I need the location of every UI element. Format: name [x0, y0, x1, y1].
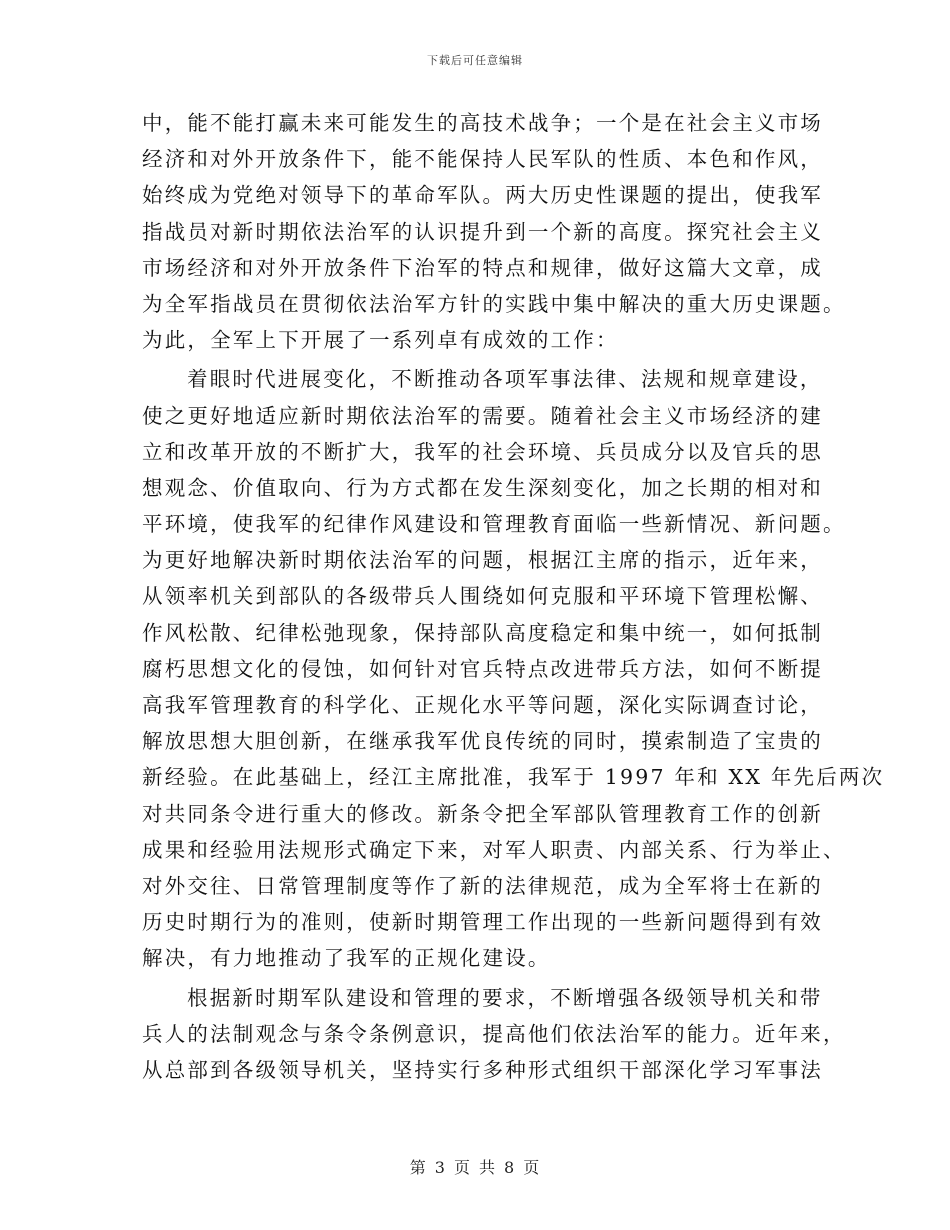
text-line: 腐朽思想文化的侵蚀，如何针对官兵特点改进带兵方法，如何不断提	[142, 656, 823, 681]
text-line: 兵人的法制观念与条令条例意识，提高他们依法治军的能力。近年来，	[142, 1021, 846, 1046]
text-line: 想观念、价值取向、行为方式都在发生深刻变化，加之长期的相对和	[142, 475, 823, 500]
text-line: 始终成为党绝对领导下的革命军队。两大历史性课题的提出，使我军	[142, 183, 823, 208]
page-header: 下载后可任意编辑	[427, 54, 523, 67]
text-line: 根据新时期军队建设和管理的要求，不断增强各级领导机关和带	[187, 985, 823, 1010]
footer-total-label: 共	[479, 1158, 497, 1177]
text-line: 对共同条令进行重大的修改。新条令把全军部队管理教育工作的创新	[142, 801, 823, 826]
text-line: 从领率机关到部队的各级带兵人围绕如何克服和平环境下管理松懈、	[142, 584, 823, 609]
footer-prefix: 第	[409, 1158, 427, 1177]
text-line: 市场经济和对外开放条件下治军的特点和规律，做好这篇大文章，成	[142, 255, 823, 280]
text-line: 为更好地解决新时期依法治军的问题，根据江主席的指示，近年来，	[142, 548, 823, 573]
text-line: 对外交往、日常管理制度等作了新的法律规范，成为全军将士在新的	[142, 873, 823, 898]
total-page-number: 8	[504, 1158, 516, 1177]
text-line: 从总部到各级领导机关，坚持实行多种形式组织干部深化学习军事法	[142, 1057, 823, 1082]
paragraph-3	[142, 980, 846, 1089]
text-line: 中，能不能打赢未来可能发生的高技术战争；一个是在社会主义市场	[142, 111, 823, 135]
text-line: 成果和经验用法规形式确定下来，对军人职责、内部关系、行为举止、	[142, 837, 846, 862]
text-line: 为此，全军上下开展了一系列卓有成效的工作：	[142, 328, 619, 353]
text-line: 立和改革开放的不断扩大，我军的社会环境、兵员成分以及官兵的思	[142, 439, 823, 464]
page-footer	[0, 1155, 950, 1178]
footer-suffix: 页	[523, 1158, 541, 1177]
text-line: 平环境，使我军的纪律作风建设和管理教育面临一些新情况、新问题。	[142, 512, 846, 537]
text-line: 历史时期行为的准则，使新时期管理工作出现的一些新问题得到有效	[142, 910, 823, 935]
text-line: 着眼时代进展变化，不断推动各项军事法律、法规和规章建设，	[187, 367, 823, 392]
text-line: 解放思想大胆创新，在继承我军优良传统的同时，摸索制造了宝贵的	[142, 729, 823, 754]
text-line: 使之更好地适应新时期依法治军的需要。随着社会主义市场经济的建	[142, 403, 823, 428]
current-page-number: 3	[434, 1158, 446, 1177]
paragraph-1	[142, 105, 846, 358]
paragraph-2	[142, 361, 885, 976]
text-line: 指战员对新时期依法治军的认识提升到一个新的高度。探究社会主义	[142, 219, 823, 244]
text-line: 经济和对外开放条件下，能不能保持人民军队的性质、本色和作风，	[142, 147, 823, 172]
text-line: 高我军管理教育的科学化、正规化水平等问题，深化实际调查讨论，	[142, 693, 823, 717]
text-line: 新经验。在此基础上，经江主席批准，我军于 1997 年和 XX 年先后两次	[142, 765, 885, 790]
text-line: 作风松散、纪律松弛现象，保持部队高度稳定和集中统一，如何抵制	[142, 620, 823, 645]
text-line: 为全军指战员在贯彻依法治军方针的实践中集中解决的重大历史课题。	[142, 291, 846, 316]
footer-page-label: 页	[453, 1158, 471, 1177]
text-line: 解决，有力地推动了我军的正规化建设。	[142, 946, 551, 971]
document-body	[142, 105, 885, 1088]
